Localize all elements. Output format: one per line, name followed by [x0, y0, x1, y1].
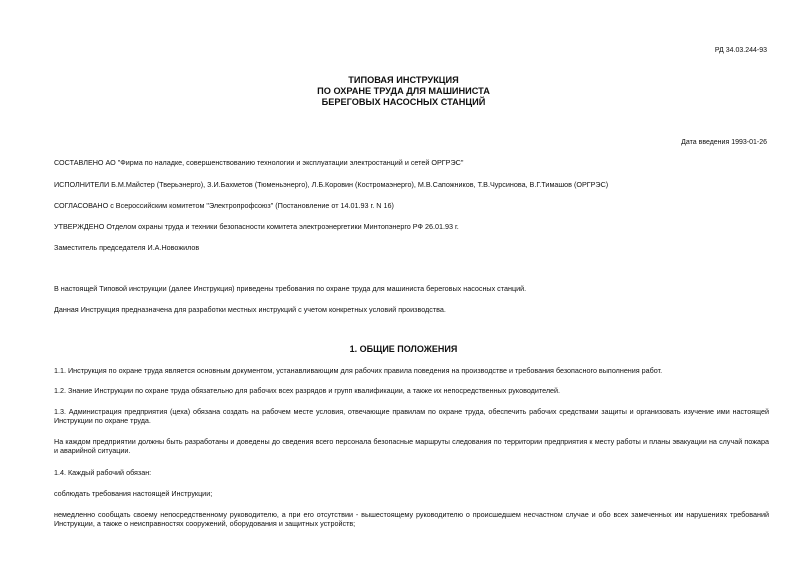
paragraph-1-4	[54, 468, 769, 477]
intro-p2-text: Данная Инструкция предназначена для разработки местных инструкций с учетом конкретных условий производства.	[54, 305, 446, 314]
p1-2-text: 1.2. Знание Инструкции по охране труда обязательно для рабочих всех разрядов и групп квалификации, а также их непосредственных руководителей.	[54, 386, 561, 395]
paragraph-1-2	[54, 386, 769, 395]
approved-line	[54, 222, 769, 231]
effective-date: Дата введения 1993-01-26	[681, 139, 767, 146]
title-line-3: БЕРЕГОВЫХ НАСОСНЫХ СТАНЦИЙ	[321, 97, 486, 107]
title-line-1: ТИПОВАЯ ИНСТРУКЦИЯ	[348, 75, 459, 85]
p1-1-text: 1.1. Инструкция по охране труда является основным документом, устанавливающим для рабочих правила поведения на производстве и требования безопасного выполнения работ.	[54, 366, 663, 375]
agreed-text: СОГЛАСОВАНО с Всероссийским комитетом "Электропрофсоюз" (Постановление от 14.01.93 г. N 16)	[54, 201, 394, 210]
title-line-2: ПО ОХРАНЕ ТРУДА ДЛЯ МАШИНИСТА	[317, 86, 490, 96]
deputy-text: Заместитель председателя И.А.Новожилов	[54, 243, 200, 252]
p1-4-text: 1.4. Каждый рабочий обязан:	[54, 468, 152, 477]
p1-3b-text: На каждом предприятии должны быть разработаны и доведены до сведения всего персонала безопасные маршруты следования по территории предприятия к месту работы и планы эвакуации на случай пожара и аварийной ситуации.	[54, 437, 769, 455]
paragraph-1-4a	[54, 489, 769, 498]
document-title	[0, 75, 807, 108]
paragraph-1-3	[54, 407, 769, 425]
document-code: РД 34.03.244-93	[714, 47, 767, 54]
paragraph-1-3b	[54, 437, 769, 455]
intro-paragraph-1	[54, 284, 769, 293]
composed-line	[54, 158, 769, 167]
intro-paragraph-2	[54, 305, 769, 314]
performers-text: ИСПОЛНИТЕЛИ Б.М.Майстер (Тверьэнерго), З.И.Бахметов (Тюменьэнерго), Л.Б.Коровин (Костромаэнерго), М.В.Сапожников, Т.В.Чурсинова, В.Г.Тимашов (ОРГРЭС)	[54, 180, 609, 189]
performers-line	[54, 180, 769, 189]
p1-4b-text: немедленно сообщать своему непосредственному руководителю, а при его отсутствии - вышестоящему руководителю о происшедшем несчастном случае и обо всех замеченных им нарушениях требований Инструкции, а также о неисправностях сооружений, оборудования и защитных устройств;	[54, 510, 769, 528]
p1-3-text: 1.3. Администрация предприятия (цеха) обязана создать на рабочем месте условия, отвечающие правилам по охране труда, обеспечить рабочих средствами защиты и организовать изучение ими настоящей Инструкции по охране труда.	[54, 407, 769, 425]
paragraph-1-1	[54, 366, 769, 375]
p1-4a-text: соблюдать требования настоящей Инструкции;	[54, 489, 213, 498]
paragraph-1-4b	[54, 510, 769, 528]
intro-p1-text: В настоящей Типовой инструкции (далее Инструкция) приведены требования по охране труда для машиниста береговых насосных станций.	[54, 284, 527, 293]
approved-text: УТВЕРЖДЕНО Отделом охраны труда и техники безопасности комитета электроэнергетики Минтопэнерго РФ 26.01.93 г.	[54, 222, 459, 231]
section-1-title: 1. ОБЩИЕ ПОЛОЖЕНИЯ	[349, 344, 458, 354]
agreed-line	[54, 201, 769, 210]
deputy-line	[54, 243, 769, 252]
composed-text: СОСТАВЛЕНО АО "Фирма по наладке, совершенствованию технологии и эксплуатации электростанций и сетей ОРГРЭС"	[54, 158, 464, 167]
